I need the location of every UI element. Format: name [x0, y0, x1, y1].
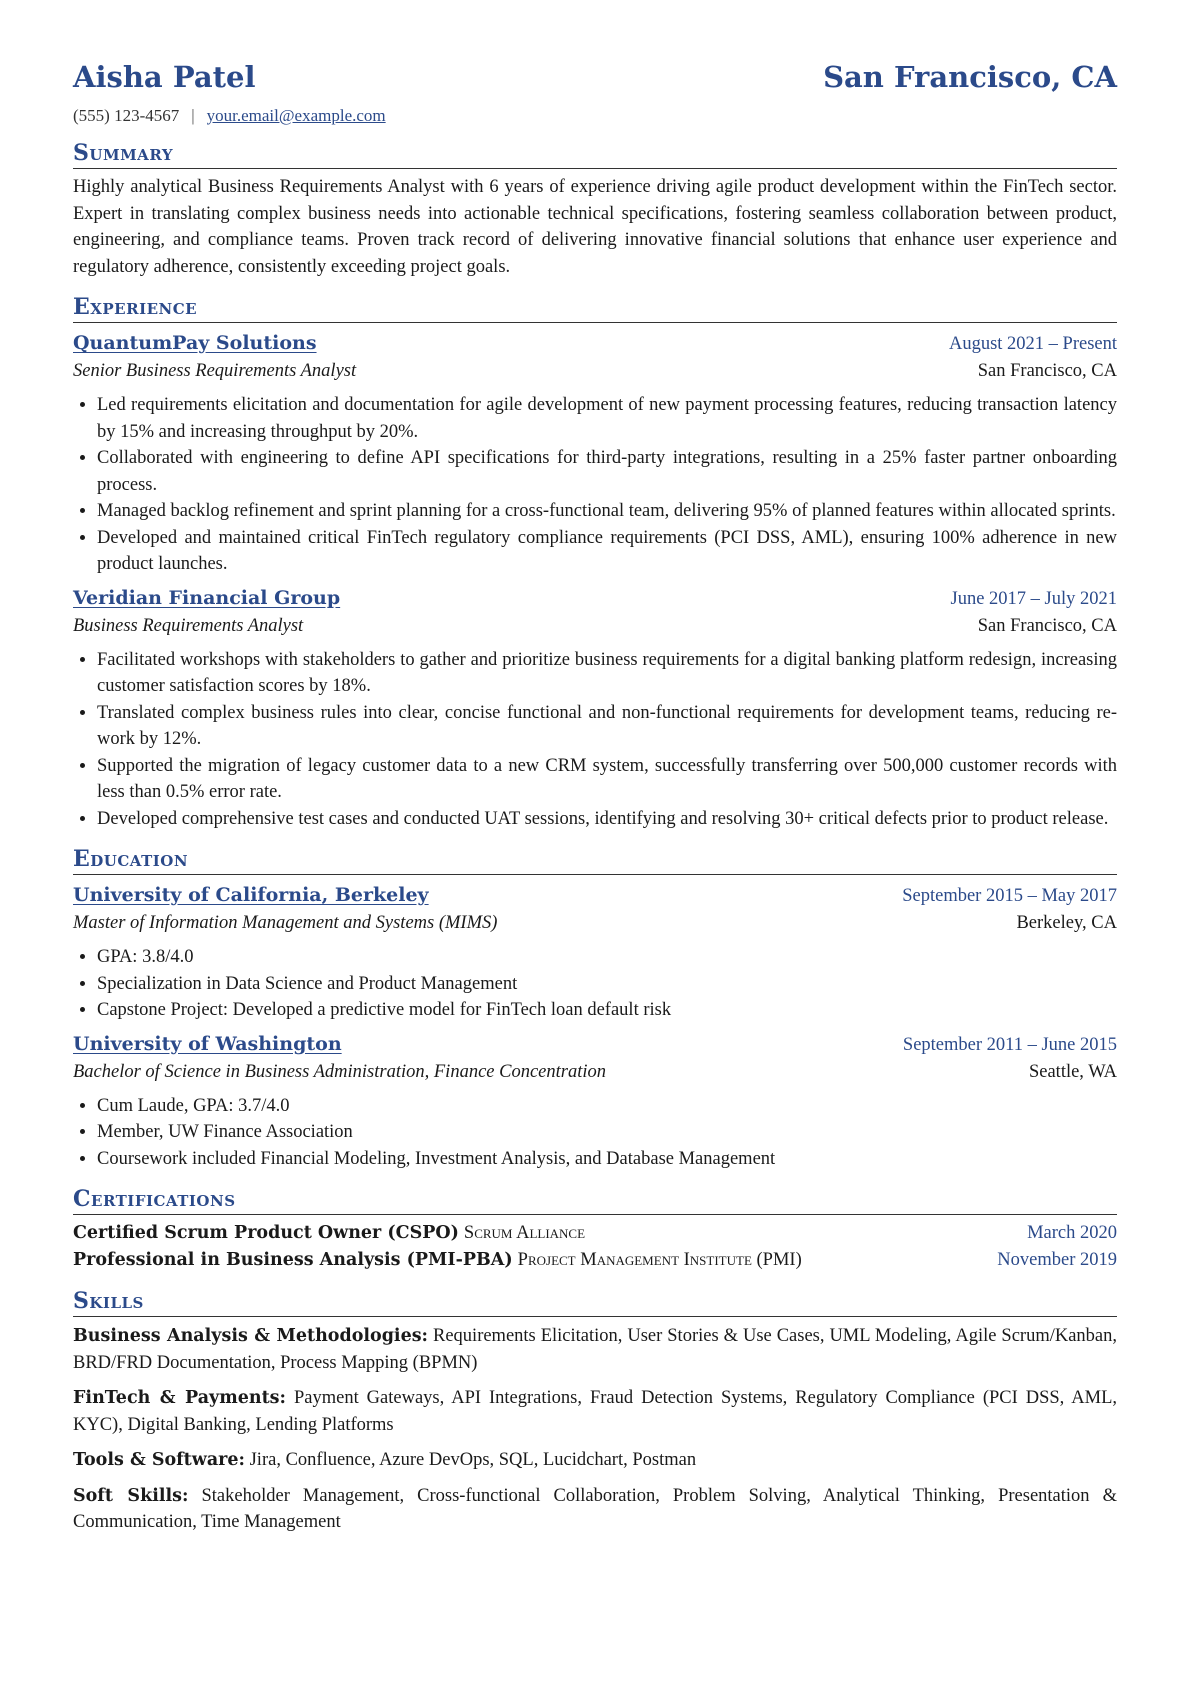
skill-items: Requirements Elicitation, User Stories & Use Cases, UML Modeling, Agile Scrum/Kanban, BRD/FRD Documentation, Process Mapping (BPMN) — [73, 1326, 1118, 1373]
skill-category: Tools & Software: — [73, 1450, 245, 1470]
email-link[interactable]: your.email@example.com — [206, 106, 386, 125]
skill-category: Business Analysis & Methodologies: — [73, 1326, 429, 1346]
job-title: Senior Business Requirements Analyst — [73, 361, 357, 381]
company-name[interactable]: Veridian Financial Group — [73, 586, 341, 609]
summary-text: Highly analytical Business Requirements Analyst with 6 years of experience driving agile product development within the FinTech sector. Expert in translating complex business needs into actionable technical specifications, fostering seamless collaboration between product, engineering, and compliance teams. Proven track record of delivering innovative financial solutions that enhance user experience and regulatory adherence, consistently exceeding project goals. — [73, 177, 1117, 277]
certification-name: Professional in Business Analysis (PMI-PBA) — [73, 1250, 513, 1270]
school-name[interactable]: University of Washington — [73, 1032, 342, 1055]
study-dates: September 2015 – May 2017 — [902, 886, 1117, 906]
certification-date: November 2019 — [997, 1250, 1117, 1270]
phone-number: (555) 123-4567 — [73, 106, 180, 125]
experience-entry — [73, 329, 1117, 578]
achievement-list — [73, 392, 1117, 578]
candidate-name: Aisha Patel — [73, 60, 256, 94]
section-title-education: Education — [73, 846, 1117, 875]
skill-group — [73, 1447, 1117, 1474]
contact-line — [73, 106, 1117, 126]
section-title-experience: Experience — [73, 294, 1117, 323]
employment-dates: June 2017 – July 2021 — [950, 588, 1117, 609]
certification-issuer: Project Management Institute (PMI) — [517, 1250, 802, 1270]
list-item: • Collaborated with engineering to define API specifications for third-party integrations, resulting in a 25% faster partner onboarding process. — [97, 445, 1117, 498]
certification-name: Certified Scrum Product Owner (CSPO) — [73, 1223, 459, 1243]
list-item: • Led requirements elicitation and documentation for agile development of new payment processing features, reducing transaction latency by 15% and increasing throughput by 20%. — [97, 392, 1117, 445]
skill-items: Jira, Confluence, Azure DevOps, SQL, Lucidchart, Postman — [249, 1450, 697, 1470]
education-details — [73, 1093, 1117, 1173]
certification-date: March 2020 — [1027, 1223, 1117, 1243]
certification-issuer: Scrum Alliance — [463, 1223, 586, 1243]
list-item: • Translated complex business rules into clear, concise functional and non-functional requirements for development teams, reducing re-work by 12%. — [97, 700, 1117, 753]
list-item: • Developed and maintained critical FinTech regulatory compliance requirements (PCI DSS, AML), ensuring 100% adherence in new product launches. — [97, 525, 1117, 578]
degree-title: Bachelor of Science in Business Administration, Finance Concentration — [73, 1061, 606, 1082]
list-item: • Developed comprehensive test cases and conducted UAT sessions, identifying and resolving 30+ critical defects prior to product release. — [97, 806, 1117, 833]
job-title: Business Requirements Analyst — [73, 615, 304, 636]
degree-title: Master of Information Management and Systems (MIMS) — [73, 913, 498, 933]
skill-group — [73, 1483, 1117, 1536]
school-name[interactable]: University of California, Berkeley — [73, 884, 429, 906]
skill-group — [73, 1323, 1117, 1376]
certification-list — [73, 1220, 1117, 1274]
list-item: • Cum Laude, GPA: 3.7/4.0 — [97, 1093, 1117, 1120]
list-item: • Supported the migration of legacy customer data to a new CRM system, successfully transferring over 500,000 customer records with less than 0.5% error rate. — [97, 753, 1117, 806]
company-name[interactable]: QuantumPay Solutions — [73, 332, 317, 354]
skill-items: Payment Gateways, API Integrations, Fraud Detection Systems, Regulatory Compliance (PCI DSS, AML, KYC), Digital Banking, Lending Platforms — [73, 1388, 1117, 1435]
section-title-summary: Summary — [73, 140, 1117, 169]
certification-row — [73, 1220, 1117, 1247]
skill-group — [73, 1385, 1117, 1438]
contact-separator: | — [191, 106, 195, 125]
list-item: • Member, UW Finance Association — [97, 1119, 1117, 1146]
resume-header — [73, 60, 1117, 98]
list-item: • Facilitated workshops with stakeholders to gather and prioritize business requirements for a digital banking platform redesign, increasing customer satisfaction scores by 18%. — [97, 647, 1117, 700]
education-details — [73, 944, 1117, 1024]
skill-category: FinTech & Payments: — [73, 1388, 286, 1408]
list-item: • Capstone Project: Developed a predictive model for FinTech loan default risk — [97, 997, 1117, 1024]
education-entry — [73, 881, 1117, 1024]
school-location: Berkeley, CA — [1016, 913, 1117, 933]
section-title-skills: Skills — [73, 1288, 1117, 1317]
list-item: • Coursework included Financial Modeling, Investment Analysis, and Database Management — [97, 1146, 1117, 1173]
section-title-certifications: Certifications — [73, 1186, 1117, 1215]
education-entry — [73, 1030, 1117, 1173]
employment-dates: August 2021 – Present — [948, 334, 1117, 354]
list-item: • Specialization in Data Science and Product Management — [97, 971, 1117, 998]
study-dates: September 2011 – June 2015 — [902, 1034, 1117, 1055]
skill-category: Soft Skills: — [73, 1485, 189, 1506]
job-location: San Francisco, CA — [977, 615, 1117, 636]
job-location: San Francisco, CA — [977, 361, 1117, 381]
candidate-location: San Francisco, CA — [823, 60, 1117, 94]
certification-row — [73, 1247, 1117, 1274]
skill-items: Stakeholder Management, Cross-functional Collaboration, Problem Solving, Analytical Thinking, Presentation & Communication, Time Management — [73, 1485, 1117, 1532]
achievement-list — [73, 647, 1117, 833]
list-item: • Managed backlog refinement and sprint planning for a cross-functional team, delivering 95% of planned features within allocated sprints. — [97, 498, 1117, 525]
experience-entry — [73, 584, 1117, 833]
school-location: Seattle, WA — [1028, 1061, 1117, 1082]
list-item: • GPA: 3.8/4.0 — [97, 944, 1117, 971]
